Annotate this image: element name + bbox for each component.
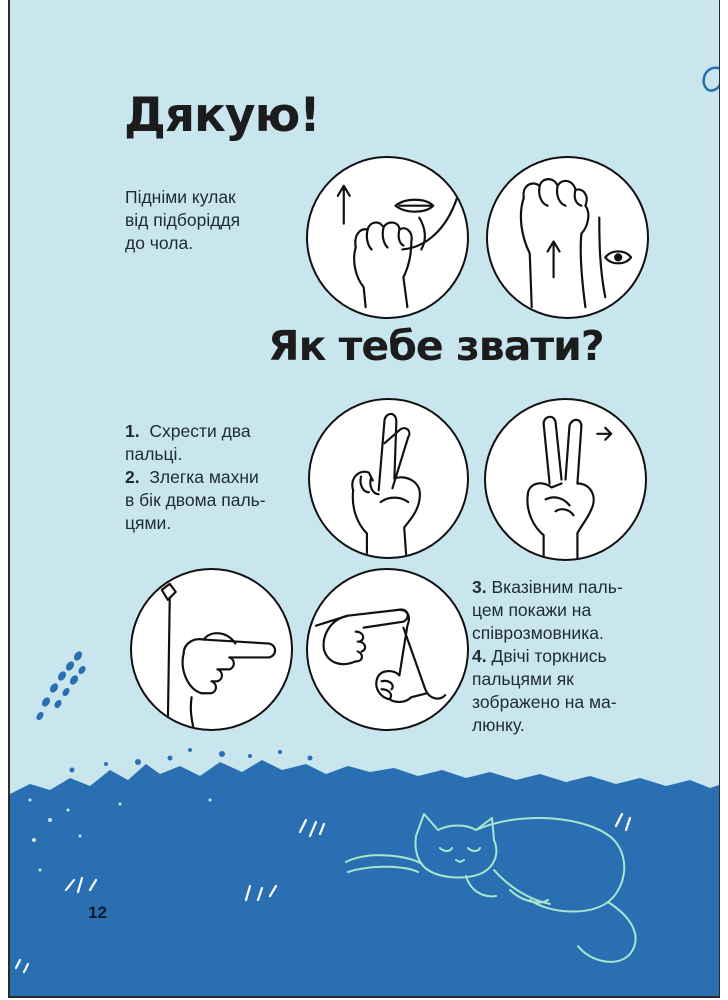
instruction-line: до чола.: [125, 233, 194, 253]
two-fingers-wave-icon: [484, 398, 647, 561]
thank-you-instruction: [125, 186, 240, 255]
pointing-finger-icon: [130, 568, 293, 731]
page: [8, 0, 720, 998]
hand-fist-forehead-icon: [486, 156, 649, 319]
step-3-line: співрозмовника.: [472, 623, 604, 643]
step-4: 4. Двічі торкнись: [472, 646, 607, 666]
decorative-dots: [30, 648, 90, 728]
step-1: 1. Схрести два: [125, 421, 251, 441]
instruction-line: Підніми кулак: [125, 187, 236, 207]
crossed-fingers-icon: [308, 398, 469, 559]
page-number: 12: [88, 903, 107, 922]
step-2: 2. Злегка махни: [125, 467, 259, 487]
tapping-fingers-icon: [306, 568, 469, 731]
title-whats-your-name: Як тебе звати?: [268, 322, 604, 370]
step-3-line: цем покажи на: [472, 600, 592, 620]
hand-fist-chin-icon: [306, 156, 469, 319]
step-2-line: в бік двома паль-: [125, 490, 266, 510]
step-4-line: зображено на ма-: [472, 692, 617, 712]
step-2-line: цями.: [125, 513, 172, 533]
step-4-line: люнку.: [472, 715, 525, 735]
steps-3-4: [472, 576, 623, 737]
step-4-line: пальцями як: [472, 669, 574, 689]
step-1-line: пальці.: [125, 444, 183, 464]
steps-1-2: [125, 420, 266, 535]
step-3: 3. Вказівним паль-: [472, 577, 623, 597]
title-thank-you: Дякую!: [124, 88, 320, 143]
instruction-line: від підборіддя: [125, 210, 241, 230]
decorative-scribble: [690, 62, 720, 102]
footer-illustration: [10, 740, 720, 998]
